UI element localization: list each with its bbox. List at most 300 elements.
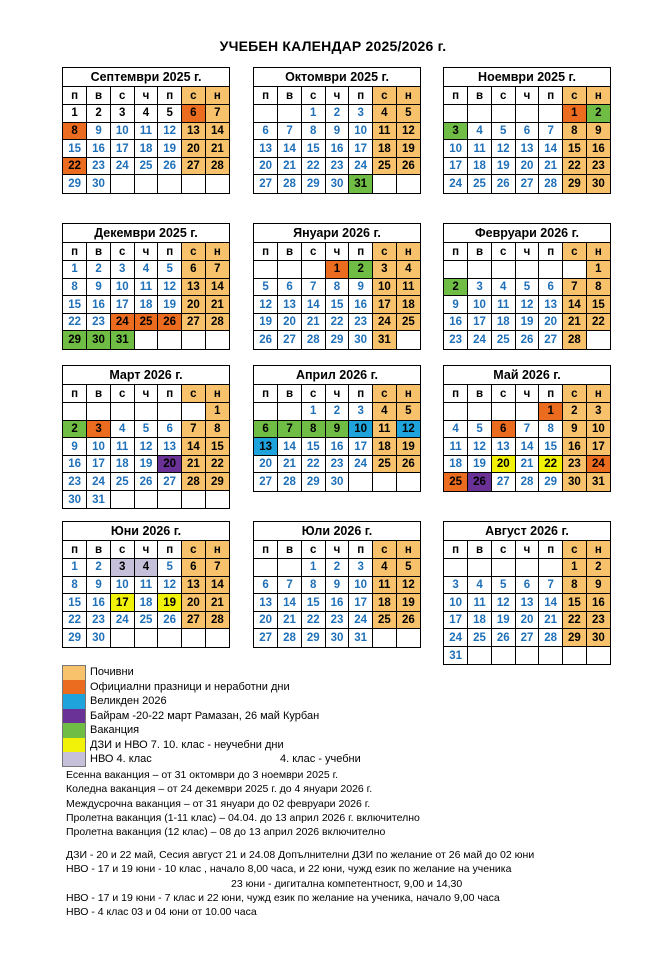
day-cell: 7: [278, 122, 302, 140]
day-cell: 17: [110, 140, 134, 158]
empty-cell: [586, 647, 610, 665]
day-cell: 10: [444, 140, 468, 158]
day-cell: 24: [110, 611, 134, 629]
weekday-header: в: [87, 87, 111, 105]
day-cell: 1: [301, 403, 325, 421]
day-cell: 2: [586, 105, 610, 123]
empty-cell: [182, 491, 206, 509]
day-cell: 9: [586, 122, 610, 140]
day-cell: 12: [254, 296, 278, 314]
day-cell: 27: [182, 611, 206, 629]
weekday-header: с: [563, 243, 587, 261]
weekday-header: ч: [134, 541, 158, 559]
day-cell: 22: [563, 611, 587, 629]
day-cell: 4: [444, 420, 468, 438]
day-cell: 12: [491, 140, 515, 158]
weekday-header: с: [182, 541, 206, 559]
day-cell: 27: [254, 175, 278, 193]
day-cell: 11: [396, 278, 420, 296]
day-cell: 28: [278, 175, 302, 193]
day-cell: 4: [468, 122, 492, 140]
day-cell: 3: [349, 105, 373, 123]
empty-cell: [182, 629, 206, 647]
day-cell: 14: [563, 296, 587, 314]
day-cell: 7: [278, 576, 302, 594]
day-cell: 9: [325, 122, 349, 140]
day-cell: 11: [468, 140, 492, 158]
day-cell: 27: [254, 473, 278, 491]
legend-swatch: [62, 738, 86, 753]
month-name: Юли 2026 г.: [254, 522, 420, 541]
legend-item-exam: [62, 738, 422, 753]
day-cell: 13: [182, 122, 206, 140]
empty-cell: [468, 559, 492, 577]
weekday-header: ч: [515, 385, 539, 403]
day-cell: 7: [205, 105, 229, 123]
day-cell: 14: [182, 438, 206, 456]
empty-cell: [110, 491, 134, 509]
note-line: Пролетна ваканция (12 клас) – 08 до 13 април 2026 включително: [66, 826, 386, 839]
day-cell: 7: [539, 122, 563, 140]
day-cell: 17: [110, 296, 134, 314]
day-cell: 23: [87, 611, 111, 629]
day-cell: 16: [586, 594, 610, 612]
day-cell: 15: [301, 438, 325, 456]
day-cell: 6: [182, 105, 206, 123]
day-cell: 18: [110, 455, 134, 473]
month-grid: [254, 243, 420, 349]
day-cell: 28: [515, 473, 539, 491]
day-cell: 29: [539, 473, 563, 491]
day-cell: 26: [491, 175, 515, 193]
empty-cell: [182, 175, 206, 193]
day-cell: 16: [349, 296, 373, 314]
day-cell: 31: [110, 331, 134, 349]
legend-item-nvo4: [62, 752, 422, 767]
empty-cell: [373, 175, 397, 193]
note-line: 23 юни - дигитална компетентност, 9,00 и 14,30: [231, 877, 463, 890]
day-cell: 14: [515, 438, 539, 456]
legend-item-holiday: [62, 680, 422, 695]
day-cell: 23: [63, 473, 87, 491]
day-cell: 9: [586, 576, 610, 594]
empty-cell: [158, 491, 182, 509]
day-cell: 8: [586, 278, 610, 296]
day-cell: 6: [254, 576, 278, 594]
day-cell: 12: [515, 296, 539, 314]
empty-cell: [110, 629, 134, 647]
weekday-header: с: [491, 243, 515, 261]
day-cell: 4: [373, 403, 397, 421]
day-cell: 6: [158, 420, 182, 438]
empty-cell: [158, 331, 182, 349]
empty-cell: [539, 647, 563, 665]
day-cell: 6: [491, 420, 515, 438]
day-cell: 22: [63, 313, 87, 331]
empty-cell: [254, 105, 278, 123]
day-cell: 11: [468, 594, 492, 612]
day-cell: 16: [87, 140, 111, 158]
empty-cell: [278, 403, 302, 421]
day-cell: 2: [87, 105, 111, 123]
day-cell: 6: [515, 576, 539, 594]
weekday-header: н: [586, 541, 610, 559]
weekday-header: в: [278, 541, 302, 559]
day-cell: 2: [444, 278, 468, 296]
day-cell: 21: [563, 313, 587, 331]
month-grid: [63, 541, 229, 647]
day-cell: 17: [444, 611, 468, 629]
day-cell: 3: [110, 559, 134, 577]
empty-cell: [539, 559, 563, 577]
month-name: Август 2026 г.: [444, 522, 610, 541]
day-cell: 23: [444, 331, 468, 349]
exam-notes: [66, 848, 646, 919]
day-cell: 15: [205, 438, 229, 456]
day-cell: 9: [349, 278, 373, 296]
month-grid: [444, 541, 610, 664]
weekday-header: в: [468, 87, 492, 105]
day-cell: 7: [301, 278, 325, 296]
day-cell: 26: [491, 629, 515, 647]
empty-cell: [491, 105, 515, 123]
weekday-header: с: [373, 243, 397, 261]
day-cell: 31: [373, 331, 397, 349]
day-cell: 18: [396, 296, 420, 314]
day-cell: 12: [158, 278, 182, 296]
weekday-header: ч: [134, 87, 158, 105]
day-cell: 22: [539, 455, 563, 473]
page-title: УЧЕБЕН КАЛЕНДАР 2025/2026 г.: [219, 38, 447, 54]
day-cell: 15: [301, 594, 325, 612]
day-cell: 8: [563, 576, 587, 594]
day-cell: 30: [586, 175, 610, 193]
day-cell: 22: [563, 157, 587, 175]
weekday-header: с: [563, 541, 587, 559]
day-cell: 20: [254, 455, 278, 473]
day-cell: 13: [182, 576, 206, 594]
day-cell: 10: [586, 420, 610, 438]
weekday-header: с: [373, 541, 397, 559]
day-cell: 10: [349, 122, 373, 140]
day-cell: 26: [254, 331, 278, 349]
day-cell: 16: [586, 140, 610, 158]
empty-cell: [205, 491, 229, 509]
weekday-header: п: [349, 87, 373, 105]
day-cell: 7: [278, 420, 302, 438]
day-cell: 25: [444, 473, 468, 491]
legend-swatch: [62, 680, 86, 695]
weekday-header: с: [110, 87, 134, 105]
day-cell: 3: [110, 261, 134, 279]
day-cell: 24: [468, 331, 492, 349]
day-cell: 19: [254, 313, 278, 331]
day-cell: 30: [325, 175, 349, 193]
weekday-header: п: [349, 385, 373, 403]
day-cell: 20: [254, 157, 278, 175]
weekday-header: в: [87, 243, 111, 261]
weekday-header: с: [491, 87, 515, 105]
day-cell: 5: [254, 278, 278, 296]
day-cell: 2: [63, 420, 87, 438]
weekday-header: п: [158, 541, 182, 559]
day-cell: 26: [396, 157, 420, 175]
day-cell: 10: [468, 296, 492, 314]
empty-cell: [278, 261, 302, 279]
day-cell: 10: [349, 420, 373, 438]
day-cell: 22: [586, 313, 610, 331]
day-cell: 9: [325, 420, 349, 438]
weekday-header: ч: [325, 243, 349, 261]
day-cell: 15: [301, 140, 325, 158]
weekday-header: в: [468, 243, 492, 261]
day-cell: 6: [278, 278, 302, 296]
weekday-header: п: [444, 541, 468, 559]
empty-cell: [110, 175, 134, 193]
day-cell: 31: [444, 647, 468, 665]
day-cell: 15: [539, 438, 563, 456]
weekday-header: н: [205, 541, 229, 559]
day-cell: 14: [278, 594, 302, 612]
month-calendar: [443, 223, 611, 350]
day-cell: 20: [491, 455, 515, 473]
day-cell: 21: [205, 296, 229, 314]
day-cell: 6: [539, 278, 563, 296]
empty-cell: [134, 403, 158, 421]
weekday-header: с: [373, 385, 397, 403]
day-cell: 11: [134, 278, 158, 296]
weekday-header: п: [63, 385, 87, 403]
day-cell: 24: [349, 157, 373, 175]
day-cell: 14: [301, 296, 325, 314]
day-cell: 29: [63, 629, 87, 647]
note-line: Междусрочна ваканция – от 31 януари до 02 февруари 2026 г.: [66, 797, 371, 810]
empty-cell: [468, 647, 492, 665]
day-cell: 8: [63, 278, 87, 296]
day-cell: 16: [325, 438, 349, 456]
vacation-notes: [66, 768, 626, 839]
day-cell: 10: [373, 278, 397, 296]
day-cell: 21: [278, 455, 302, 473]
weekday-header: ч: [325, 541, 349, 559]
empty-cell: [278, 105, 302, 123]
empty-cell: [491, 647, 515, 665]
empty-cell: [396, 331, 420, 349]
day-cell: 11: [134, 122, 158, 140]
empty-cell: [87, 403, 111, 421]
day-cell: 3: [110, 105, 134, 123]
day-cell: 28: [278, 473, 302, 491]
day-cell: 16: [444, 313, 468, 331]
day-cell: 10: [110, 576, 134, 594]
day-cell: 12: [468, 438, 492, 456]
day-cell: 22: [301, 611, 325, 629]
weekday-header: с: [110, 243, 134, 261]
weekday-header: н: [205, 243, 229, 261]
legend-label: Великден 2026: [90, 695, 167, 707]
weekday-header: с: [182, 385, 206, 403]
day-cell: 12: [158, 122, 182, 140]
month-grid: [444, 385, 610, 491]
day-cell: 21: [205, 140, 229, 158]
day-cell: 23: [349, 313, 373, 331]
month-name: Октомври 2025 г.: [254, 68, 420, 87]
empty-cell: [205, 175, 229, 193]
day-cell: 28: [563, 331, 587, 349]
month-grid: [444, 243, 610, 349]
weekday-header: с: [301, 541, 325, 559]
day-cell: 28: [539, 629, 563, 647]
weekday-header: с: [182, 243, 206, 261]
empty-cell: [491, 559, 515, 577]
month-grid: [63, 385, 229, 508]
legend-item-vacation: [62, 723, 422, 738]
month-calendar: [253, 223, 421, 350]
day-cell: 29: [205, 473, 229, 491]
day-cell: 28: [205, 157, 229, 175]
day-cell: 4: [134, 105, 158, 123]
empty-cell: [563, 261, 587, 279]
day-cell: 18: [373, 140, 397, 158]
day-cell: 26: [515, 331, 539, 349]
weekday-header: в: [278, 87, 302, 105]
weekday-header: ч: [325, 385, 349, 403]
day-cell: 8: [301, 122, 325, 140]
day-cell: 16: [325, 594, 349, 612]
day-cell: 17: [468, 313, 492, 331]
weekday-header: с: [373, 87, 397, 105]
weekday-header: с: [110, 541, 134, 559]
day-cell: 15: [63, 296, 87, 314]
day-cell: 1: [63, 559, 87, 577]
day-cell: 14: [278, 438, 302, 456]
day-cell: 21: [278, 611, 302, 629]
day-cell: 20: [182, 296, 206, 314]
day-cell: 17: [444, 157, 468, 175]
note-line: Пролетна ваканция (1-11 клас) – 04.04. до 13 април 2026 г. включително: [66, 811, 420, 824]
day-cell: 29: [563, 175, 587, 193]
day-cell: 2: [87, 559, 111, 577]
weekday-header: с: [563, 385, 587, 403]
day-cell: 27: [182, 157, 206, 175]
day-cell: 7: [182, 420, 206, 438]
weekday-header: н: [586, 243, 610, 261]
empty-cell: [349, 473, 373, 491]
day-cell: 6: [254, 420, 278, 438]
weekday-header: п: [254, 541, 278, 559]
month-calendar: [253, 521, 421, 648]
day-cell: 29: [301, 473, 325, 491]
day-cell: 27: [539, 331, 563, 349]
day-cell: 19: [158, 296, 182, 314]
day-cell: 20: [278, 313, 302, 331]
day-cell: 10: [87, 438, 111, 456]
day-cell: 10: [444, 594, 468, 612]
weekday-header: с: [301, 243, 325, 261]
day-cell: 19: [396, 438, 420, 456]
day-cell: 14: [205, 278, 229, 296]
weekday-header: в: [468, 541, 492, 559]
day-cell: 1: [63, 105, 87, 123]
day-cell: 10: [110, 278, 134, 296]
day-cell: 29: [301, 175, 325, 193]
day-cell: 14: [205, 576, 229, 594]
month-grid: [254, 87, 420, 193]
empty-cell: [515, 105, 539, 123]
day-cell: 19: [158, 594, 182, 612]
day-cell: 22: [63, 157, 87, 175]
day-cell: 21: [515, 455, 539, 473]
day-cell: 18: [444, 455, 468, 473]
day-cell: 7: [563, 278, 587, 296]
day-cell: 13: [515, 594, 539, 612]
month-grid: [63, 243, 229, 349]
month-calendar: [253, 365, 421, 492]
note-line: ДЗИ - 20 и 22 май, Сесия август 21 и 24.08 Допълнителни ДЗИ по желание от 26 май до 02 юни: [66, 849, 535, 861]
weekday-header: н: [586, 87, 610, 105]
day-cell: 30: [63, 491, 87, 509]
month-grid: [254, 541, 420, 647]
day-cell: 28: [539, 175, 563, 193]
note-line: НВО - 4 клас 03 и 04 юни от 10.00 часа: [66, 906, 257, 919]
weekday-header: ч: [134, 385, 158, 403]
day-cell: 6: [182, 261, 206, 279]
weekday-header: н: [586, 385, 610, 403]
day-cell: 18: [373, 594, 397, 612]
legend-label: ДЗИ и НВО 7. 10. клас - неучебни дни: [90, 738, 284, 751]
empty-cell: [254, 403, 278, 421]
day-cell: 9: [87, 576, 111, 594]
note-line: Коледна ваканция – от 24 декември 2025 г. до 4 януари 2026 г.: [66, 783, 373, 796]
empty-cell: [205, 331, 229, 349]
empty-cell: [373, 473, 397, 491]
day-cell: 31: [87, 491, 111, 509]
day-cell: 16: [563, 438, 587, 456]
day-cell: 17: [87, 455, 111, 473]
day-cell: 8: [301, 576, 325, 594]
day-cell: 11: [134, 576, 158, 594]
weekday-header: н: [396, 385, 420, 403]
day-cell: 11: [373, 576, 397, 594]
day-cell: 27: [515, 175, 539, 193]
weekday-header: п: [349, 541, 373, 559]
day-cell: 23: [325, 611, 349, 629]
day-cell: 21: [182, 455, 206, 473]
empty-cell: [515, 403, 539, 421]
empty-cell: [134, 491, 158, 509]
day-cell: 19: [396, 140, 420, 158]
day-cell: 28: [301, 331, 325, 349]
day-cell: 1: [563, 105, 587, 123]
day-cell: 28: [182, 473, 206, 491]
day-cell: 27: [278, 331, 302, 349]
empty-cell: [444, 403, 468, 421]
day-cell: 17: [110, 594, 134, 612]
day-cell: 11: [373, 420, 397, 438]
empty-cell: [254, 559, 278, 577]
legend-label: Почивни: [90, 666, 134, 678]
day-cell: 11: [110, 438, 134, 456]
day-cell: 3: [349, 403, 373, 421]
empty-cell: [396, 175, 420, 193]
empty-cell: [134, 175, 158, 193]
empty-cell: [158, 403, 182, 421]
empty-cell: [182, 331, 206, 349]
day-cell: 9: [444, 296, 468, 314]
day-cell: 9: [563, 420, 587, 438]
day-cell: 25: [468, 175, 492, 193]
day-cell: 12: [134, 438, 158, 456]
